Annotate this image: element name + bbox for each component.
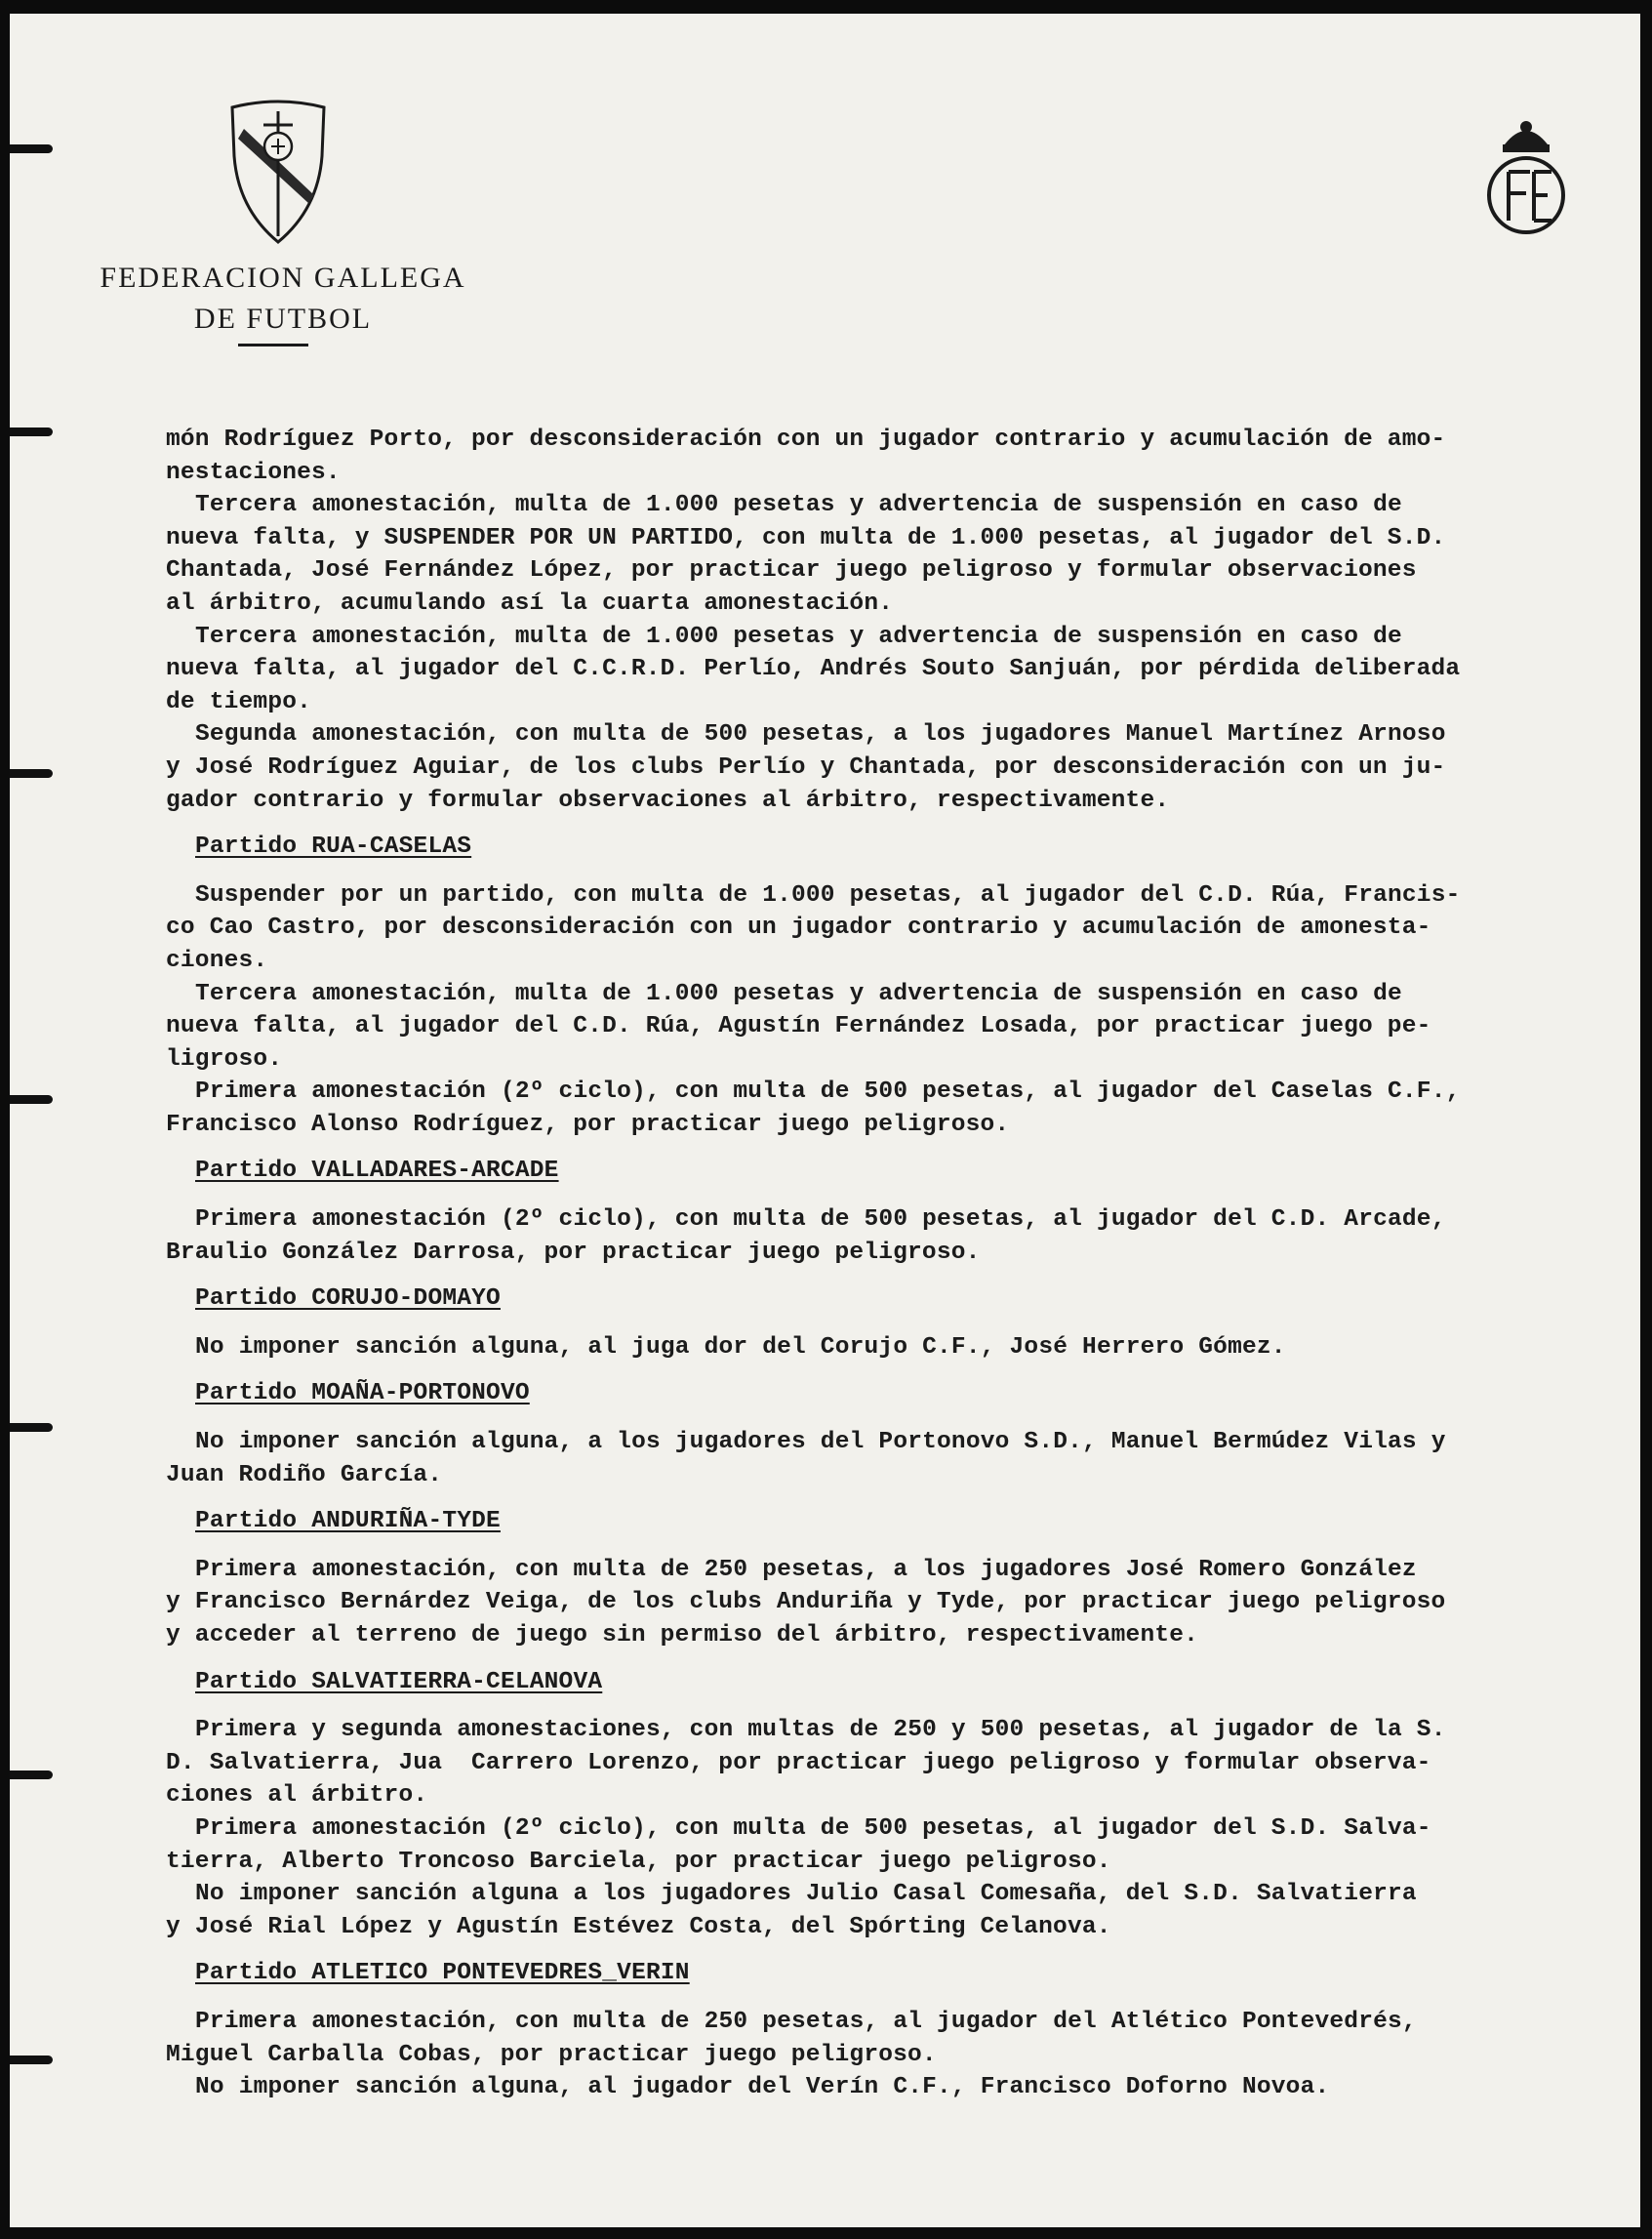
sanction-paragraph <box>166 1714 1630 1812</box>
match-heading <box>195 1282 1630 1316</box>
paragraph-line: y acceder al terreno de juego sin permiso del árbitro, respectivamente. <box>166 1622 1199 1649</box>
organization-name <box>68 258 498 340</box>
sanction-paragraph <box>166 1812 1630 1878</box>
sanction-paragraph <box>166 1878 1630 1943</box>
paragraph-line: tierra, Alberto Troncoso Barciela, por practicar juego peligroso. <box>166 1848 1111 1875</box>
match-heading-text: Partido ANDURIÑA-TYDE <box>195 1508 501 1535</box>
spanish-federation-crest-icon <box>1481 111 1571 242</box>
paragraph-line: Francisco Alonso Rodríguez, por practicar juego peligroso. <box>166 1111 1010 1138</box>
header-divider <box>238 344 308 346</box>
paragraph-line: y Francisco Bernárdez Veiga, de los clubs Anduriña y Tyde, por practicar juego peligroso <box>166 1589 1446 1616</box>
paragraph-line: D. Salvatierra, Jua Carrero Lorenzo, por practicar juego peligroso y formular observa- <box>166 1749 1431 1776</box>
match-heading-text: Partido ATLETICO PONTEVEDRES_VERIN <box>195 1960 690 1987</box>
document-body <box>166 424 1630 2104</box>
paragraph-line: No imponer sanción alguna, al juga dor del Corujo C.F., José Herrero Gómez. <box>195 1333 1286 1361</box>
paragraph-line: Suspender por un partido, con multa de 1.000 pesetas, al jugador del C.D. Rúa, Francis- <box>195 881 1461 909</box>
paragraph-line: nueva falta, al jugador del C.D. Rúa, Agustín Fernández Losada, por practicar juego pe- <box>166 1013 1431 1040</box>
paragraph-line: món Rodríguez Porto, por desconsideración con un jugador contrario y acumulación de amo- <box>166 427 1446 453</box>
paragraph-line: ciones. <box>166 947 268 974</box>
paragraph-line: ciones al árbitro. <box>166 1782 428 1810</box>
paragraph-line: Primera amonestación (2º ciclo), con multa de 500 pesetas, al jugador del S.D. Salva- <box>195 1814 1431 1842</box>
punch-hole-mark <box>10 1095 53 1104</box>
sanction-paragraph <box>166 2071 1630 2104</box>
paragraph-line: Primera amonestación, con multa de 250 pesetas, al jugador del Atlético Pontevedrés, <box>195 2008 1417 2035</box>
paragraph-line: Primera amonestación (2º ciclo), con multa de 500 pesetas, al jugador del Caselas C.F., <box>195 1079 1461 1106</box>
match-heading <box>195 1957 1630 1990</box>
paragraph-line: al árbitro, acumulando así la cuarta amonestación. <box>166 590 894 617</box>
sanction-paragraph <box>166 1554 1630 1652</box>
sanction-paragraph <box>166 718 1630 817</box>
sanction-paragraph <box>166 621 1630 719</box>
match-heading <box>195 1377 1630 1410</box>
match-heading <box>195 1155 1630 1188</box>
paragraph-line: Primera y segunda amonestaciones, con multas de 250 y 500 pesetas, al jugador de la S. <box>195 1717 1446 1744</box>
match-heading-text: Partido RUA-CASELAS <box>195 834 472 861</box>
paragraph-line: nestaciones. <box>166 459 341 486</box>
paragraph-line: nueva falta, y SUSPENDER POR UN PARTIDO, con multa de 1.000 pesetas, al jugador del S.D. <box>166 524 1446 551</box>
organization-name-line-1: FEDERACION GALLEGA <box>100 262 466 294</box>
paragraph-line: Juan Rodiño García. <box>166 1461 443 1488</box>
match-heading <box>195 1666 1630 1699</box>
punch-hole-mark <box>10 2056 53 2064</box>
sanction-paragraph <box>166 879 1630 978</box>
paragraph-line: Tercera amonestación, multa de 1.000 pesetas y advertencia de suspensión en caso de <box>195 623 1402 650</box>
match-heading-text: Partido CORUJO-DOMAYO <box>195 1285 501 1313</box>
paragraph-line: Segunda amonestación, con multa de 500 pesetas, a los jugadores Manuel Martínez Arnoso <box>195 721 1446 749</box>
organization-name-line-2: DE FUTBOL <box>193 303 373 335</box>
galician-federation-crest-icon <box>224 100 332 246</box>
match-heading-text: Partido VALLADARES-ARCADE <box>195 1158 559 1185</box>
sanction-paragraph <box>166 1076 1630 1141</box>
sanction-paragraph <box>166 2006 1630 2071</box>
paragraph-line: co Cao Castro, por desconsideración con un jugador contrario y acumulación de amonesta- <box>166 915 1431 942</box>
punch-hole-mark <box>10 427 53 436</box>
paragraph-line: gador contrario y formular observaciones al árbitro, respectivamente. <box>166 787 1170 814</box>
paragraph-line: nueva falta, al jugador del C.C.R.D. Perlío, Andrés Souto Sanjuán, por pérdida deliberada <box>166 656 1461 683</box>
match-heading-text: Partido SALVATIERRA-CELANOVA <box>195 1668 603 1695</box>
paragraph-line: Primera amonestación, con multa de 250 pesetas, a los jugadores José Romero González <box>195 1556 1417 1583</box>
match-heading-text: Partido MOAÑA-PORTONOVO <box>195 1380 530 1407</box>
paragraph-line: No imponer sanción alguna a los jugadores Julio Casal Comesaña, del S.D. Salvatierra <box>195 1881 1417 1908</box>
paragraph-line: Tercera amonestación, multa de 1.000 pesetas y advertencia de suspensión en caso de <box>195 492 1402 519</box>
paragraph-line: Primera amonestación (2º ciclo), con multa de 500 pesetas, al jugador del C.D. Arcade, <box>195 1206 1446 1234</box>
punch-hole-mark <box>10 769 53 778</box>
document-page <box>10 14 1640 2227</box>
punch-hole-mark <box>10 144 53 153</box>
paragraph-line: No imponer sanción alguna, a los jugadores del Portonovo S.D., Manuel Bermúdez Vilas y <box>195 1429 1446 1456</box>
sanction-paragraph <box>166 1331 1630 1364</box>
sanction-paragraph <box>166 1203 1630 1269</box>
paragraph-line: Braulio González Darrosa, por practicar juego peligroso. <box>166 1239 981 1266</box>
sanction-paragraph <box>166 489 1630 620</box>
paragraph-line: Chantada, José Fernández López, por practicar juego peligroso y formular observaciones <box>166 557 1417 585</box>
paragraph-line: de tiempo. <box>166 688 312 715</box>
sanction-paragraph <box>166 424 1630 489</box>
paragraph-line: y José Rial López y Agustín Estévez Costa, del Spórting Celanova. <box>166 1913 1111 1940</box>
paragraph-line: Miguel Carballa Cobas, por practicar juego peligroso. <box>166 2041 937 2068</box>
sanction-paragraph <box>166 978 1630 1077</box>
paragraph-line: y José Rodríguez Aguiar, de los clubs Perlío y Chantada, por desconsideración con un ju- <box>166 753 1446 781</box>
paragraph-line: No imponer sanción alguna, al jugador del Verín C.F., Francisco Doforno Novoa. <box>195 2074 1330 2101</box>
punch-hole-mark <box>10 1423 53 1432</box>
match-heading <box>195 1505 1630 1538</box>
paragraph-line: Tercera amonestación, multa de 1.000 pesetas y advertencia de suspensión en caso de <box>195 980 1402 1007</box>
match-heading <box>195 831 1630 864</box>
paragraph-line: ligroso. <box>166 1045 283 1073</box>
punch-hole-mark <box>10 1771 53 1779</box>
sanction-paragraph <box>166 1426 1630 1491</box>
